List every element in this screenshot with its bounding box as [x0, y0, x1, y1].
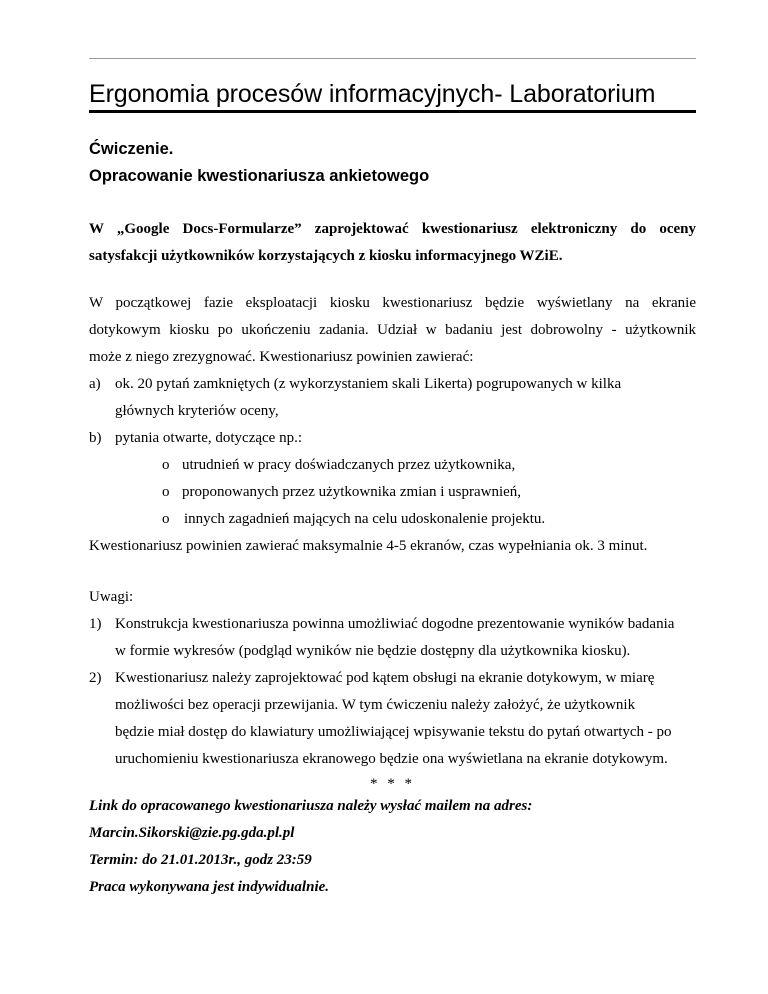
description-line-2: dotykowym kiosku po ukończeniu zadania. Udział w badaniu jest dobrowolny - użytkownik	[89, 322, 696, 338]
note-2-line-4: uruchomieniu kwestionariusza ekranowego będzie ona wyświetlana na ekranie dotykowym.	[115, 751, 668, 767]
exercise-label: Ćwiczenie.	[89, 140, 174, 158]
list-item-a-marker: a)	[89, 376, 101, 392]
list-item-a-line-2: głównych kryteriów oceny,	[115, 403, 279, 419]
screens-paragraph: Kwestionariusz powinien zawierać maksymalnie 4-5 ekranów, czas wypełniania ok. 3 minut.	[89, 538, 648, 554]
list-item-b-marker: b)	[89, 430, 102, 446]
intro-paragraph	[89, 216, 696, 270]
sub-bullet-marker: o	[162, 511, 170, 527]
note-2-marker: 2)	[89, 670, 102, 686]
sub-bullet-text: innych zagadnień mających na celu udoskonalenie projektu.	[184, 511, 546, 527]
note-1-line-1: Konstrukcja kwestionariusza powinna umożliwiać dogodne prezentowanie wyników badania	[115, 616, 675, 632]
description-line-3: może z niego zrezygnować. Kwestionariusz powinien zawierać:	[89, 349, 474, 365]
exercise-subtitle: Opracowanie kwestionariusza ankietowego	[89, 167, 430, 185]
section-separator: * * *	[370, 776, 415, 792]
intro-line-1: W „Google Docs-Formularze” zaprojektować kwestionariusz elektroniczny do oceny	[89, 221, 696, 237]
intro-line-2: satysfakcji użytkowników korzystających z kiosku informacyjnego WZiE.	[89, 248, 563, 264]
list-item-b-line-1: pytania otwarte, dotyczące np.:	[115, 430, 303, 446]
note-2-line-1: Kwestionariusz należy zaprojektować pod kątem obsługi na ekranie dotykowym, w miarę	[115, 670, 655, 686]
sub-bullet-marker: o	[162, 484, 170, 500]
list-item-a-line-1: ok. 20 pytań zamkniętych (z wykorzystaniem skali Likerta) pogrupowanych w kilka	[115, 376, 622, 392]
note-2-line-2: możliwości bez operacji przewijania. W tym ćwiczeniu należy założyć, że użytkownik	[115, 697, 636, 713]
sub-bullet-marker: o	[162, 457, 170, 473]
deadline: Termin: do 21.01.2013r., godz 23:59	[89, 852, 312, 868]
contact-email: Marcin.Sikorski@zie.pg.gda.pl.pl	[89, 825, 295, 841]
sub-bullet-text: proponowanych przez użytkownika zmian i usprawnień,	[182, 484, 522, 500]
note-2-line-3: będzie miał dostęp do klawiatury umożliwiającej wpisywanie tekstu do pytań otwartych - po	[115, 724, 672, 740]
description-line-1: W początkowej fazie eksploatacji kiosku kwestionariusz będzie wyświetlany na ekranie	[89, 295, 696, 311]
description-paragraph	[89, 290, 696, 371]
title-underline	[89, 110, 696, 113]
sub-bullet-text: utrudnień w pracy doświadczanych przez użytkownika,	[182, 457, 516, 473]
header-rule	[89, 58, 696, 59]
link-instruction: Link do opracowanego kwestionariusza należy wysłać mailem na adres:	[89, 798, 533, 814]
individual-work-note: Praca wykonywana jest indywidualnie.	[89, 879, 330, 895]
page-title: Ergonomia procesów informacyjnych- Laboratorium	[89, 80, 656, 108]
note-1-line-2: w formie wykresów (podgląd wyników nie będzie dostępny dla użytkownika kiosku).	[115, 643, 631, 659]
note-1-marker: 1)	[89, 616, 102, 632]
notes-label: Uwagi:	[89, 589, 134, 605]
